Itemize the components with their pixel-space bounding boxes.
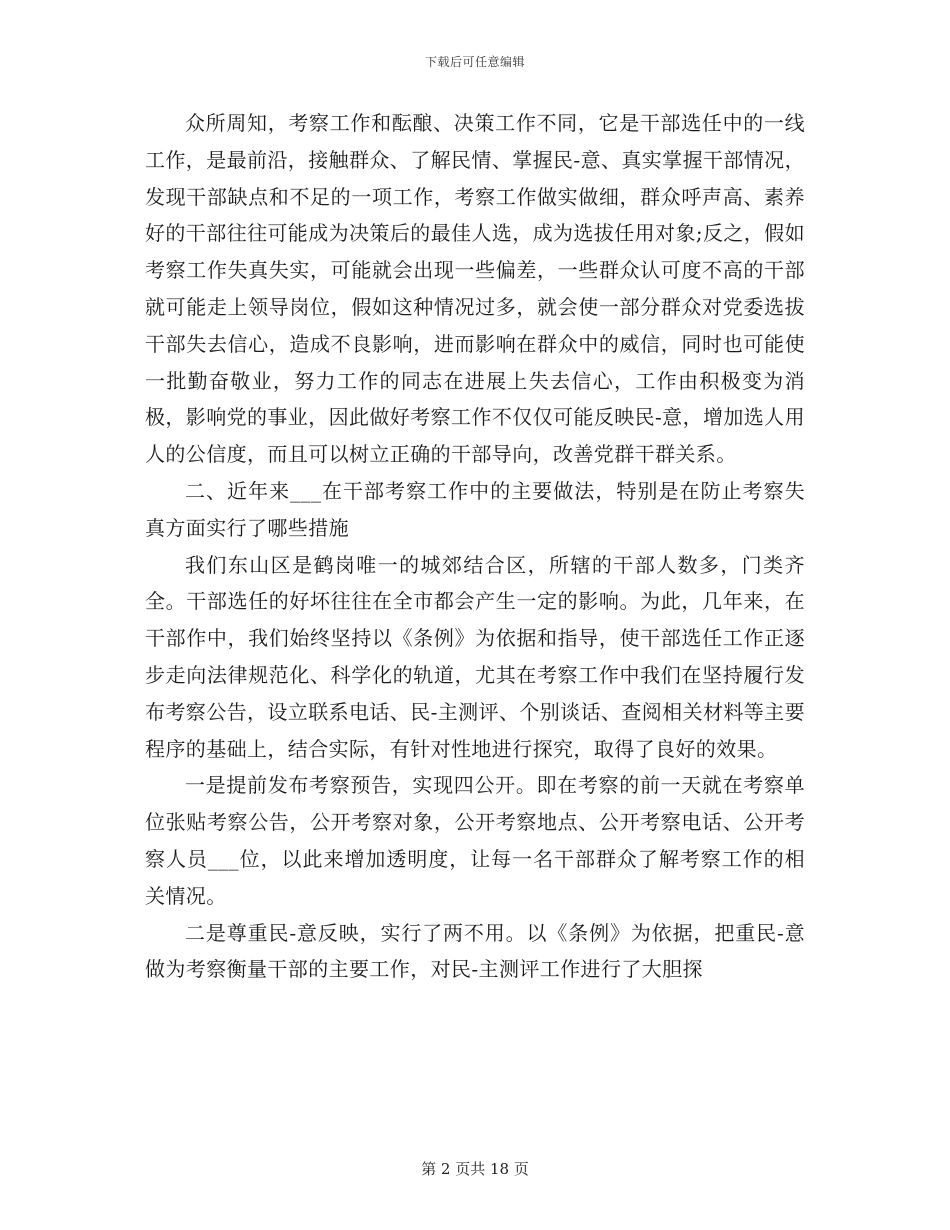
- page-header: 下载后可任意编辑: [424, 55, 525, 69]
- document-body: [145, 105, 805, 988]
- paragraph-4: 一是提前发布考察预告，实现四公开。即在考察的前一天就在考察单位张贴考察公告，公开考察对象，公开考察地点、公开考察电话、公开考察人员___位，以此来增加透明度，让每一名干部群众了解考察工作的相关情况。: [145, 773, 805, 908]
- paragraph-2-heading: 二、近年来___在干部考察工作中的主要做法，特别是在防止考察失真方面实行了哪些措施: [145, 478, 805, 540]
- paragraph-5: 二是尊重民-意反映，实行了两不用。以《条例》为依据，把重民-意做为考察衡量干部的主要工作，对民-主测评工作进行了大胆探: [145, 920, 805, 982]
- paragraph-3: 我们东山区是鹤岗唯一的城郊结合区，所辖的干部人数多，门类齐全。干部选任的好坏往往在全市都会产生一定的影响。为此，几年来，在干部作中，我们始终坚持以《条例》为依据和指导，使干部选任工作正逐步走向法律规范化、科学化的轨道，尤其在考察工作中我们在坚持履行发布考察公告，设立联系电话、民-主测评、个别谈话、查阅相关材料等主要程序的基础上，结合实际，有针对性地进行探究，取得了良好的效果。: [145, 552, 805, 761]
- paragraph-1: 众所周知，考察工作和酝酿、决策工作不同，它是干部选任中的一线工作，是最前沿，接触群众、了解民情、掌握民-意、真实掌握干部情况，发现干部缺点和不足的一项工作，考察工作做实做细，群众呼声高、素养好的干部往往可能成为决策后的最佳人选，成为选拔任用对象;反之，假如考察工作失真失实，可能就会出现一些偏差，一些群众认可度不高的干部就可能走上领导岗位，假如这种情况过多，就会使一部分群众对党委选拔干部失去信心，造成不良影响，进而影响在群众中的威信，同时也可能使一批勤奋敬业，努力工作的同志在进展上失去信心，工作由积极变为消极，影响党的事业，因此做好考察工作不仅仅可能反映民-意，增加选人用人的公信度，而且可以树立正确的干部导向，改善党群干群关系。: [145, 111, 805, 467]
- page-footer: 第 2 页共 18 页: [421, 1160, 529, 1178]
